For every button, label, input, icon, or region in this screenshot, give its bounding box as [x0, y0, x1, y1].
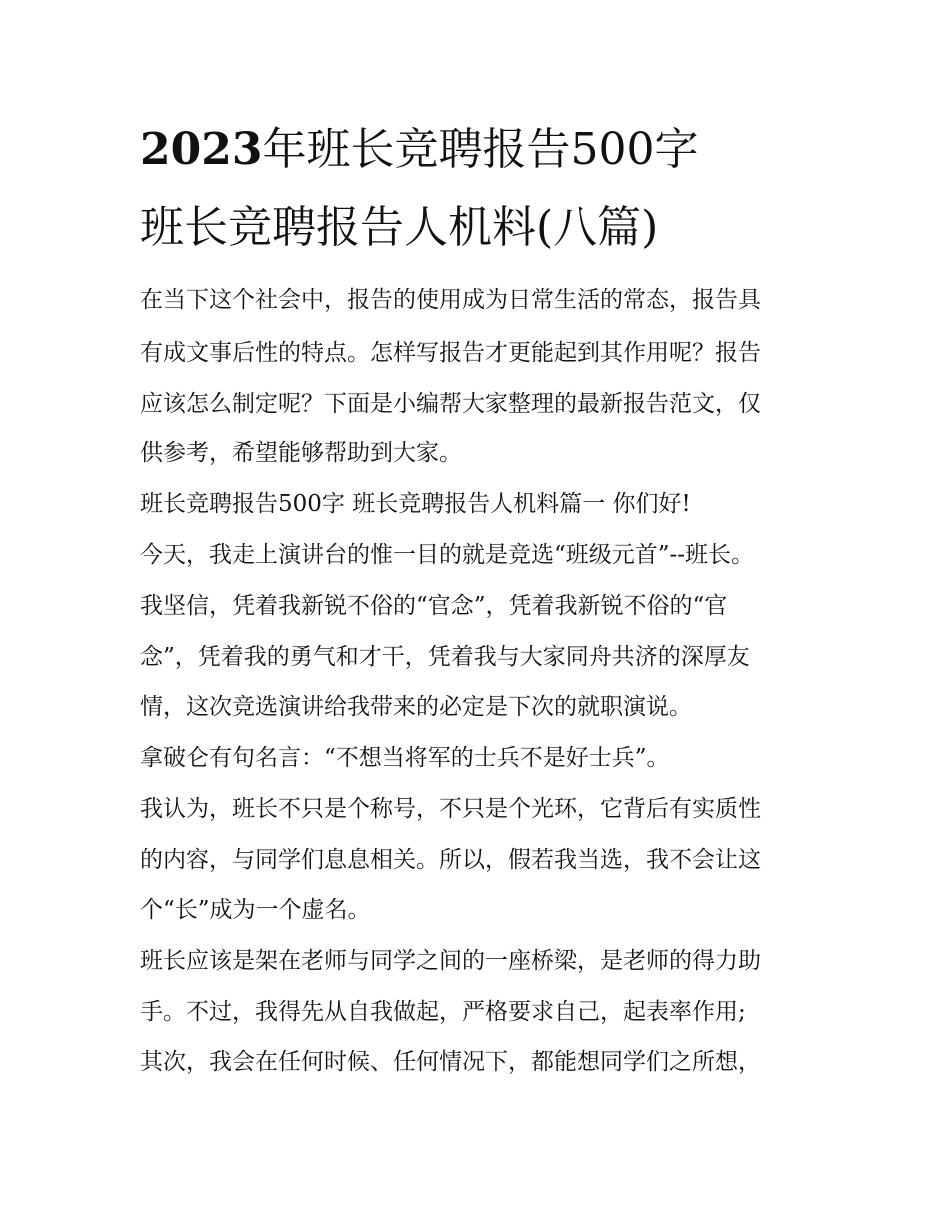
body-line: 念”，凭着我的勇气和才干，凭着我与大家同舟共济的深厚友 — [140, 644, 750, 670]
title-line-2: 班长竞聘报告人机料(八篇) — [140, 202, 659, 253]
body-line: 拿破仑有句名言：“不想当将军的士兵不是好士兵”。 — [140, 745, 670, 771]
body-line: 班长应该是架在老师与同学之间的一座桥梁，是老师的得力助 — [140, 948, 761, 974]
body-line: 班长竞聘报告500字 班长竞聘报告人机料篇一 你们好! — [140, 491, 691, 517]
title-line-1-rest: 年班长竞聘报告500字 — [262, 124, 699, 175]
body-line: 供参考，希望能够帮助到大家。 — [140, 440, 462, 466]
document-title — [140, 118, 820, 260]
body-line: 有成文事后性的特点。怎样写报告才更能起到其作用呢？报告 — [140, 340, 761, 366]
body-line: 其次，我会在任何时候、任何情况下，都能想同学们之所想， — [140, 1049, 761, 1075]
body-line: 我坚信，凭着我新锐不俗的“官念”，凭着我新锐不俗的“官 — [140, 593, 728, 619]
body-line: 我认为，班长不只是个称号，不只是个光环，它背后有实质性 — [140, 796, 761, 822]
title-year: 2023 — [140, 124, 263, 175]
body-line: 手。不过，我得先从自我做起，严格要求自己，起表率作用; — [140, 999, 746, 1025]
body-line: 今天，我走上演讲台的惟一目的就是竞选“班级元首”--班长。 — [140, 542, 755, 568]
body-line: 的内容，与同学们息息相关。所以，假若我当选，我不会让这 — [140, 847, 761, 873]
body-line: 在当下这个社会中，报告的使用成为日常生活的常态，报告具 — [140, 287, 761, 313]
body-line: 应该怎么制定呢？下面是小编帮大家整理的最新报告范文，仅 — [140, 391, 761, 417]
title-line-1 — [140, 118, 820, 182]
body-line: 情，这次竞选演讲给我带来的必定是下次的就职演说。 — [140, 694, 692, 720]
body-line: 个“长”成为一个虚名。 — [140, 897, 371, 923]
